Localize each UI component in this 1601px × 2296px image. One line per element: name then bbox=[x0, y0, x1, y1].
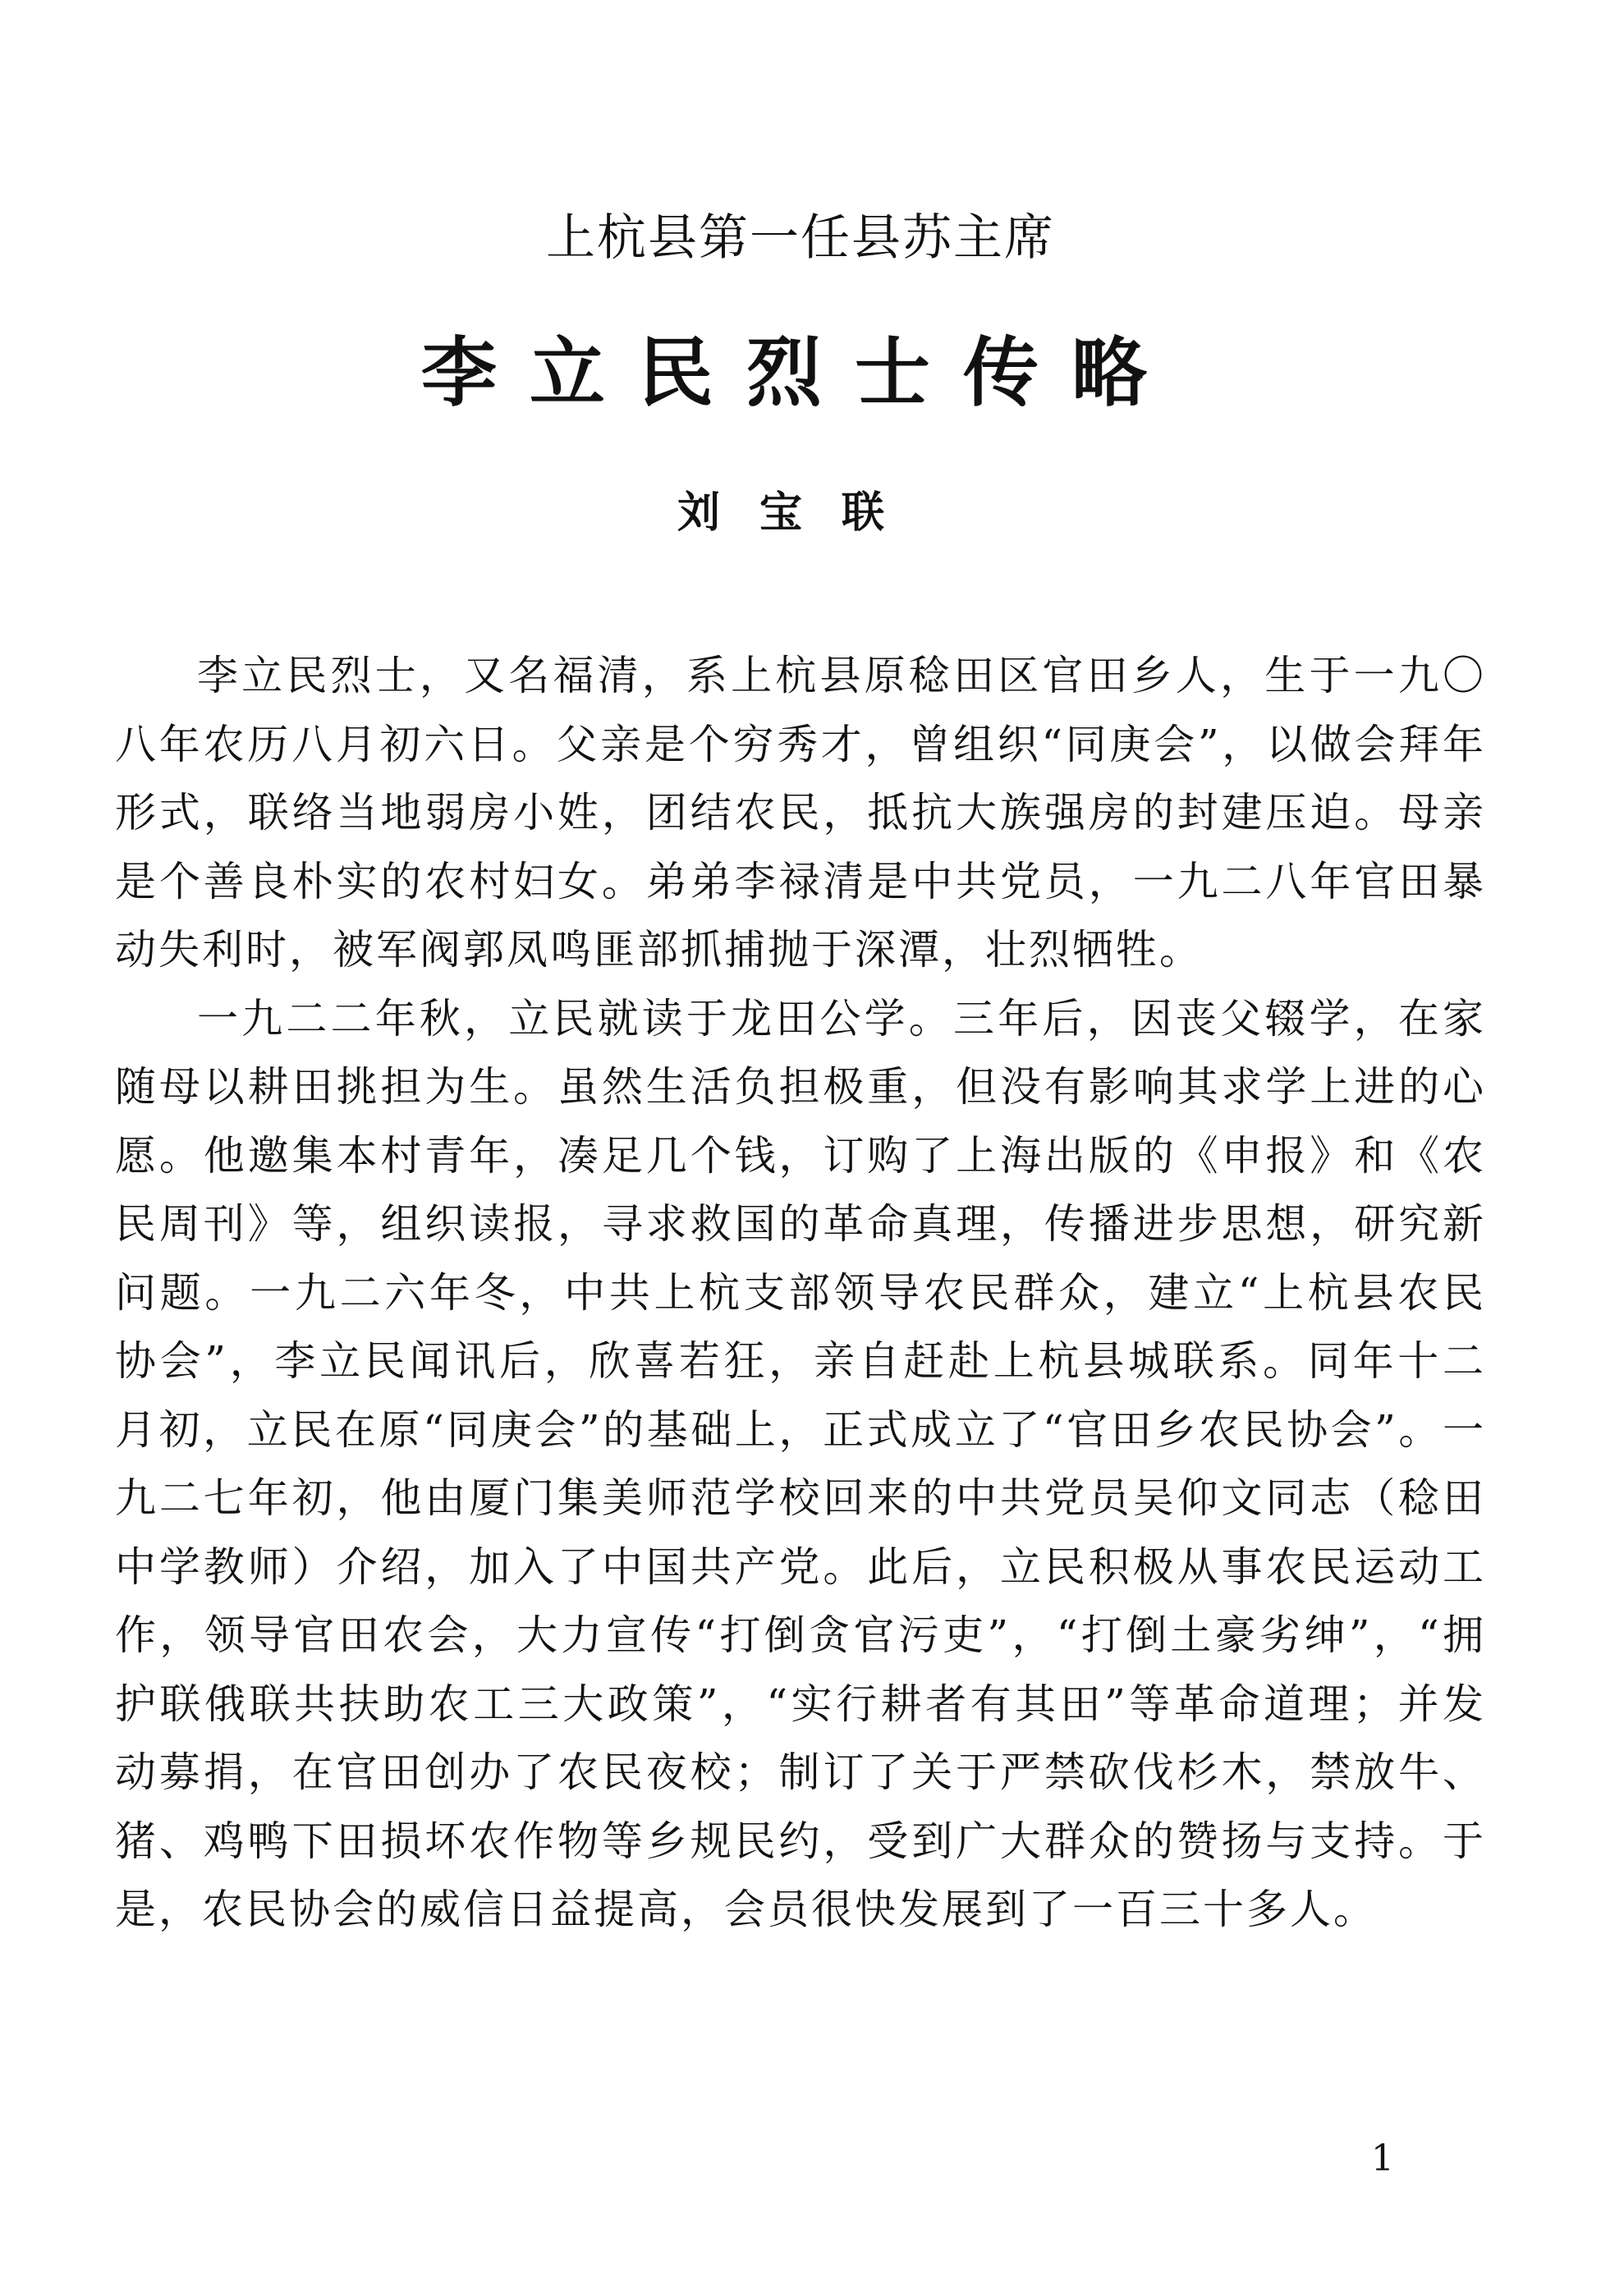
body-paragraph: 李立民烈士，又名福清，系上杭县原稔田区官田乡人，生于一九〇八年农历八月初六日。父亲是个穷秀才，曾组织“同庚会”，以做会拜年形式，联络当地弱房小姓，团结农民，抵抗大族强房的封建压迫。母亲是个善良朴实的农村妇女。弟弟李禄清是中共党员，一九二八年官田暴动失利时，被军阀郭凤鸣匪部抓捕抛于深潭，壮烈牺牲。 bbox=[115, 652, 1486, 974]
document-body bbox=[115, 642, 1486, 1945]
document-title: 李立民烈士传略 bbox=[420, 329, 1180, 417]
document-subtitle: 上杭县第一任县苏主席 bbox=[546, 209, 1055, 267]
page-number: 1 bbox=[1371, 2138, 1394, 2179]
document-author: 刘宝联 bbox=[677, 488, 924, 538]
body-paragraph: 一九二二年秋，立民就读于龙田公学。三年后，因丧父辍学，在家随母以耕田挑担为生。虽然生活负担极重，但没有影响其求学上进的心愿。他邀集本村青年，凑足几个钱，订购了上海出版的《申报》和《农民周刊》等，组织读报，寻求救国的革命真理，传播进步思想，研究新问题。一九二六年冬，中共上杭支部领导农民群众，建立“上杭县农民协会”，李立民闻讯后，欣喜若狂，亲自赶赴上杭县城联系。同年十二月初，立民在原“同庚会”的基础上，正式成立了“官田乡农民协会”。一九二七年初，他由厦门集美师范学校回来的中共党员吴仰文同志（稔田中学教师）介绍，加入了中国共产党。此后，立民积极从事农民运动工作，领导官田农会，大力宣传“打倒贪官污吏”，“打倒土豪劣绅”，“拥护联俄联共扶助农工三大政策”，“实行耕者有其田”等革命道理；并发动募捐，在官田创办了农民夜校；制订了关于严禁砍伐杉木，禁放牛、猪、鸡鸭下田损坏农作物等乡规民约，受到广大群众的赞扬与支持。于是，农民协会的威信日益提高，会员很快发展到了一百三十多人。 bbox=[115, 994, 1486, 1933]
